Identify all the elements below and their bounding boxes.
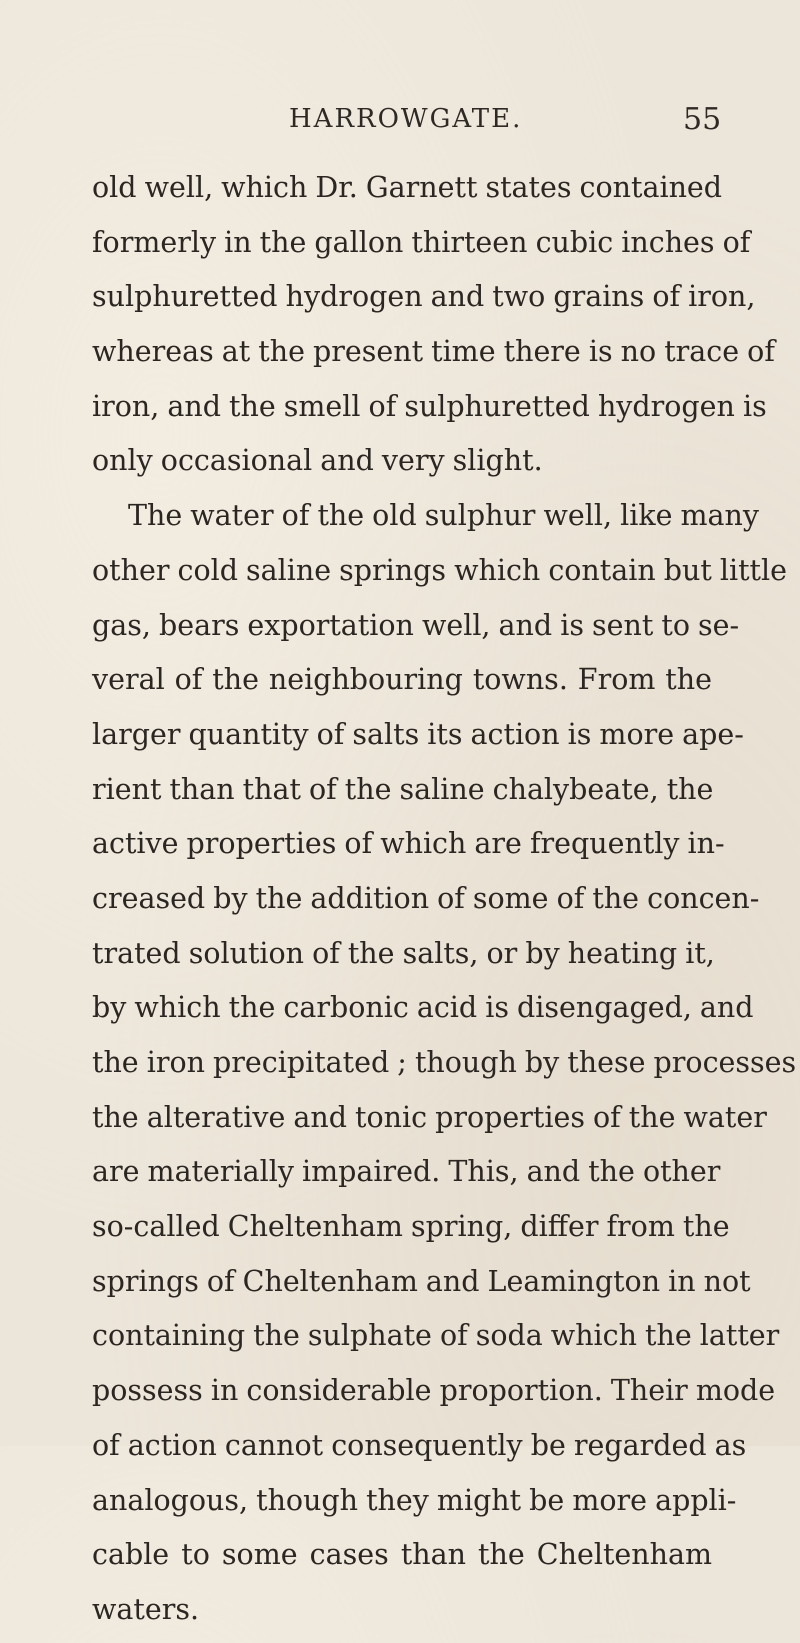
text-line: only occasional and very slight. [92,444,543,478]
text-line: so-called Cheltenham spring, differ from the [92,1210,730,1244]
text-line: active properties of which are frequently in- [92,827,725,861]
text-line: The water of the old sulphur well, like many [128,499,759,533]
text-line: trated solution of the salts, or by heating it, [92,936,715,970]
text-line: creased by the addition of some of the concen- [92,881,760,915]
text-line: whereas at the present time there is no trace of [92,335,775,369]
running-head [0,104,800,144]
text-line: sulphuretted hydrogen and two grains of iron, [92,280,756,314]
text-line: are materially impaired. This, and the other [92,1155,721,1189]
text-line: by which the carbonic acid is disengaged, and [92,991,754,1025]
text-line: waters. [92,1592,200,1626]
text-line: the iron precipitated ; though by these processes [92,1046,797,1079]
text-line: veral of the neighbouring towns. From the [92,663,712,697]
text-line: other cold saline springs which contain but little [92,553,787,587]
body-text [92,166,797,1643]
text-line: possess in considerable proportion. Their mode [92,1374,776,1408]
text-line: larger quantity of salts its action is more ape- [92,717,744,751]
text-line: gas, bears exportation well, and is sent to se- [92,608,740,642]
text-line: the alterative and tonic properties of the water [92,1100,767,1134]
text-line: springs of Cheltenham and Leamington in not [92,1264,751,1298]
text-line: cable to some cases than the Cheltenham [92,1538,712,1572]
text-line: rient than that of the saline chalybeate, the [92,772,714,806]
text-line: analogous, though they might be more appli- [92,1483,737,1517]
text-line: formerly in the gallon thirteen cubic inches of [92,225,751,259]
running-head-title: HARROWGATE. [289,104,523,134]
page-number: 55 [683,102,722,137]
text-line: of action cannot consequently be regarded as [92,1428,747,1462]
text-line: old well, which Dr. Garnett states contained [92,171,723,204]
text-line: containing the sulphate of soda which the latter [92,1319,780,1353]
text-line: iron, and the smell of sulphuretted hydrogen is [92,389,767,423]
